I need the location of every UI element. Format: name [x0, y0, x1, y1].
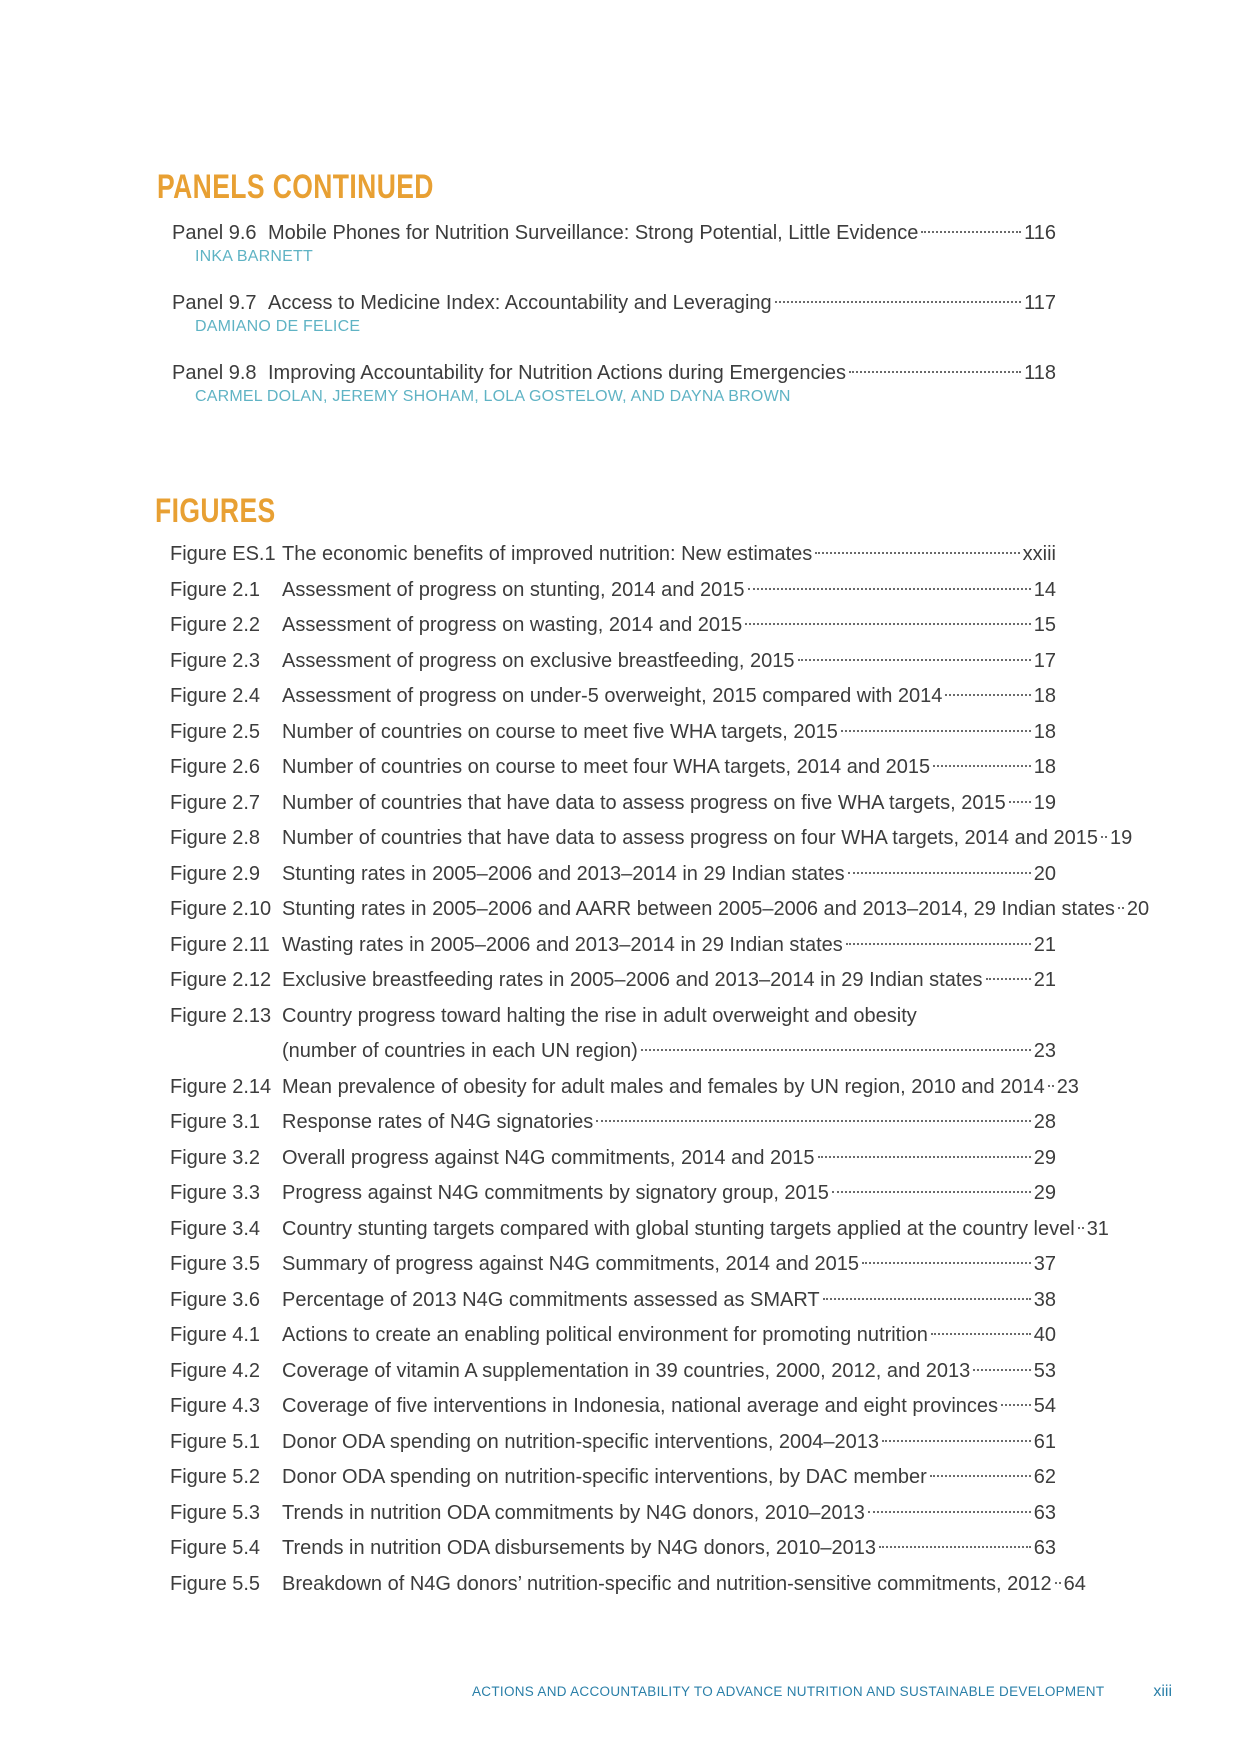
figure-label: Figure 3.5 [170, 1253, 261, 1275]
figure-page-number: 23 [1033, 1040, 1056, 1062]
dot-leader [823, 1298, 1031, 1300]
figure-label: Figure 5.2 [170, 1466, 261, 1488]
figure-label: Figure 2.9 [170, 862, 261, 885]
panel-label: Panel 9.8 [172, 362, 257, 384]
figure-title: Assessment of progress on exclusive breastfeeding, 2015 [282, 649, 795, 672]
figure-entry[interactable] [170, 999, 1056, 1035]
figure-entry[interactable] [170, 1212, 1109, 1248]
figure-page-number: 20 [1033, 862, 1056, 885]
panel-title: Improving Accountability for Nutrition Actions during Emergencies [268, 362, 847, 384]
figure-label: Figure 5.5 [170, 1572, 261, 1595]
figure-label: Figure 4.1 [170, 1324, 261, 1346]
dot-leader [745, 623, 1030, 625]
figure-title: Exclusive breastfeeding rates in 2005–2006 and 2013–2014 in 29 Indian states [282, 969, 983, 991]
figure-page-number: 14 [1033, 578, 1056, 601]
figure-title: Donor ODA spending on nutrition-specific interventions, by DAC member [282, 1466, 927, 1488]
dot-leader [1101, 836, 1107, 838]
figure-label: Figure 2.11 [170, 933, 270, 956]
figure-entry[interactable] [170, 1567, 1086, 1603]
figure-entry[interactable] [170, 608, 1056, 644]
dot-leader [818, 1156, 1031, 1158]
figure-label: Figure 3.1 [170, 1111, 261, 1133]
dot-leader [596, 1120, 1030, 1122]
figure-entry[interactable] [170, 1354, 1056, 1390]
figure-entry[interactable] [170, 1283, 1056, 1319]
panel-row [172, 286, 1056, 320]
figure-label: Figure 2.10 [170, 898, 272, 920]
figure-entry[interactable] [170, 644, 1056, 680]
panels-continued-heading: PANELS CONTINUED [157, 168, 434, 206]
figure-label: Figure 2.2 [170, 614, 261, 636]
footer-page-number: xiii [1153, 1683, 1172, 1700]
figure-page-number: 63 [1033, 1501, 1056, 1524]
figure-entry[interactable] [170, 1318, 1056, 1354]
dot-leader [815, 552, 1019, 554]
figure-label: Figure 2.7 [170, 791, 261, 814]
figure-label: Figure 2.5 [170, 720, 261, 743]
figure-title: Summary of progress against N4G commitments, 2014 and 2015 [282, 1253, 859, 1275]
figure-entry[interactable] [170, 537, 1056, 573]
figure-label: Figure 2.8 [170, 827, 261, 849]
dot-leader [862, 1262, 1031, 1264]
figure-entry[interactable] [170, 573, 1056, 609]
panel-author: INKA BARNETT [195, 248, 313, 265]
figure-title: Coverage of vitamin A supplementation in 39 countries, 2000, 2012, and 2013 [282, 1359, 971, 1382]
figure-title: Assessment of progress on stunting, 2014 and 2015 [282, 578, 745, 601]
figure-page-number: 63 [1033, 1537, 1056, 1559]
figure-entry[interactable] [170, 1460, 1056, 1496]
dot-leader [846, 943, 1031, 945]
figure-title: Assessment of progress on wasting, 2014 and 2015 [282, 614, 743, 636]
dot-leader [775, 301, 1021, 303]
figure-page-number: 17 [1033, 649, 1056, 672]
panel-label: Panel 9.7 [172, 292, 257, 314]
figure-label: Figure 2.12 [170, 969, 272, 991]
figure-title: Coverage of five interventions in Indonesia, national average and eight provinces [282, 1395, 999, 1417]
figure-entry[interactable] [170, 1531, 1056, 1567]
figure-page-number: 23 [1056, 1075, 1079, 1098]
panel-author: DAMIANO DE FELICE [195, 318, 361, 335]
figures-list [170, 537, 1150, 1602]
figure-title: Breakdown of N4G donors’ nutrition-specific and nutrition-sensitive commitments, 2012 [282, 1572, 1052, 1595]
figure-title: Assessment of progress on under-5 overweight, 2015 compared with 2014 [282, 685, 943, 707]
figure-page-number: 21 [1033, 969, 1056, 991]
dot-leader [848, 872, 1031, 874]
figure-entry[interactable] [170, 1070, 1079, 1106]
figure-title: Number of countries on course to meet four WHA targets, 2014 and 2015 [282, 756, 931, 778]
panel-label: Panel 9.6 [172, 222, 257, 244]
figure-label: Figure 3.4 [170, 1217, 261, 1240]
figure-page-number: 20 [1126, 898, 1150, 920]
figure-title: Country progress toward halting the rise in adult overweight and obesity [282, 1004, 917, 1027]
dot-leader [945, 694, 1030, 696]
dot-leader [1009, 801, 1031, 803]
dot-leader [849, 371, 1021, 373]
footer-title: ACTIONS AND ACCOUNTABILITY TO ADVANCE NUTRITION AND SUSTAINABLE DEVELOPMENT [472, 1684, 1105, 1699]
figure-entry[interactable] [170, 786, 1056, 822]
dot-leader [798, 659, 1031, 661]
figure-title: The economic benefits of improved nutrition: New estimates [282, 543, 813, 565]
figure-page-number: 54 [1033, 1395, 1056, 1417]
dot-leader [921, 231, 1021, 233]
figure-page-number: 61 [1033, 1430, 1056, 1453]
dot-leader [930, 1475, 1031, 1477]
figure-entry[interactable] [170, 1247, 1056, 1283]
figure-label: Figure 2.1 [170, 578, 261, 601]
dot-leader [832, 1191, 1031, 1193]
figure-label: Figure 2.3 [170, 649, 261, 672]
figure-entry[interactable] [170, 1496, 1056, 1532]
dot-leader [868, 1511, 1031, 1513]
page-footer [472, 1683, 1172, 1701]
figure-title: Country stunting targets compared with global stunting targets applied at the country level [282, 1217, 1075, 1240]
figure-entry[interactable] [170, 928, 1056, 964]
figure-page-number: 37 [1033, 1253, 1056, 1275]
figure-entry[interactable] [170, 1141, 1056, 1177]
panels-list [172, 216, 1056, 426]
figure-entry[interactable] [170, 1425, 1056, 1461]
figure-label: Figure 5.1 [170, 1430, 261, 1453]
dot-leader [1055, 1582, 1061, 1584]
panel-entry[interactable] [172, 286, 1056, 338]
figure-title: Stunting rates in 2005–2006 and 2013–2014 in 29 Indian states [282, 862, 845, 885]
figure-page-number: 31 [1086, 1217, 1109, 1240]
figure-entry[interactable] [170, 715, 1056, 751]
figure-label: Figure 4.3 [170, 1395, 261, 1417]
figure-page-number: 18 [1033, 685, 1056, 707]
figure-label: Figure 2.14 [170, 1075, 272, 1098]
panel-row [172, 356, 1056, 390]
dot-leader [986, 978, 1031, 980]
figure-title: Trends in nutrition ODA commitments by N4G donors, 2010–2013 [282, 1501, 865, 1524]
figure-page-number: 64 [1063, 1572, 1086, 1595]
figure-page-number: 21 [1033, 933, 1056, 956]
figure-page-number: 62 [1033, 1466, 1056, 1488]
figure-page-number: 40 [1033, 1324, 1056, 1346]
figure-label: Figure 5.4 [170, 1537, 261, 1559]
figure-page-number: 53 [1033, 1359, 1056, 1382]
panel-entry[interactable] [172, 356, 1056, 408]
figure-entry[interactable] [170, 1105, 1056, 1141]
panel-title: Access to Medicine Index: Accountability and Leveraging [268, 292, 772, 314]
figure-label: Figure 2.6 [170, 756, 261, 778]
figure-page-number: 29 [1033, 1146, 1056, 1169]
figure-entry[interactable] [170, 1389, 1056, 1425]
figure-label: Figure 4.2 [170, 1359, 261, 1382]
figure-title: Mean prevalence of obesity for adult males and females by UN region, 2010 and 2014 [282, 1075, 1045, 1098]
dot-leader [1001, 1404, 1031, 1406]
dot-leader [882, 1440, 1031, 1442]
panel-row [172, 216, 1056, 250]
figure-entry[interactable] [170, 1176, 1056, 1212]
figure-entry[interactable] [170, 750, 1056, 786]
figure-label: Figure 3.2 [170, 1146, 261, 1169]
figure-title: Response rates of N4G signatories [282, 1111, 594, 1133]
figure-label: Figure 3.3 [170, 1182, 261, 1204]
figure-page-number: 38 [1033, 1288, 1056, 1311]
panel-title: Mobile Phones for Nutrition Surveillance: Strong Potential, Little Evidence [268, 222, 919, 244]
figure-entry[interactable] [170, 963, 1056, 999]
figure-label: Figure 2.13 [170, 1004, 272, 1027]
panel-page-number: 116 [1024, 222, 1056, 244]
figure-title: Percentage of 2013 N4G commitments assessed as SMART [282, 1288, 820, 1311]
figure-page-number: 19 [1033, 791, 1056, 814]
panel-page-number: 117 [1024, 292, 1056, 314]
figure-title: Number of countries that have data to assess progress on four WHA targets, 2014 and 2015 [282, 827, 1099, 849]
panel-page-number: 118 [1024, 362, 1056, 384]
dot-leader [931, 1333, 1031, 1335]
figure-page-number: 18 [1033, 756, 1056, 778]
figure-title-continuation: (number of countries in each UN region) [282, 1040, 638, 1062]
figure-entry-continuation[interactable] [170, 1034, 1056, 1070]
figure-label: Figure ES.1 [170, 543, 276, 565]
figure-label: Figure 3.6 [170, 1288, 261, 1311]
dot-leader [933, 765, 1031, 767]
figure-title: Trends in nutrition ODA disbursements by N4G donors, 2010–2013 [282, 1537, 877, 1559]
figure-title: Wasting rates in 2005–2006 and 2013–2014 in 29 Indian states [282, 933, 843, 956]
figure-page-number: 28 [1033, 1111, 1056, 1133]
figure-page-number: 18 [1033, 720, 1056, 743]
figure-entry[interactable] [170, 821, 1133, 857]
dot-leader [1048, 1085, 1054, 1087]
figure-title: Stunting rates in 2005–2006 and AARR between 2005–2006 and 2013–2014, 29 Indian states [282, 898, 1115, 920]
figure-title: Actions to create an enabling political environment for promoting nutrition [282, 1324, 928, 1346]
figure-page-number: xxiii [1022, 543, 1056, 565]
figure-title: Overall progress against N4G commitments, 2014 and 2015 [282, 1146, 815, 1169]
figure-title: Number of countries on course to meet five WHA targets, 2015 [282, 720, 838, 743]
dot-leader [879, 1546, 1031, 1548]
figure-label: Figure 5.3 [170, 1501, 261, 1524]
figure-title: Number of countries that have data to assess progress on five WHA targets, 2015 [282, 791, 1006, 814]
figure-page-number: 29 [1033, 1182, 1056, 1204]
figure-entry[interactable] [170, 857, 1056, 893]
dot-leader [1078, 1227, 1084, 1229]
dot-leader [748, 588, 1031, 590]
figure-page-number: 19 [1110, 827, 1133, 849]
dot-leader [641, 1049, 1031, 1051]
figure-entry[interactable] [170, 892, 1150, 928]
panel-entry[interactable] [172, 216, 1056, 268]
dot-leader [1118, 907, 1124, 909]
figure-page-number: 15 [1033, 614, 1056, 636]
figure-title: Donor ODA spending on nutrition-specific interventions, 2004–2013 [282, 1430, 880, 1453]
panel-author: CARMEL DOLAN, JEREMY SHOHAM, LOLA GOSTELOW, AND DAYNA BROWN [195, 388, 791, 405]
dot-leader [841, 730, 1031, 732]
figure-entry[interactable] [170, 679, 1056, 715]
dot-leader [973, 1369, 1030, 1371]
figure-title: Progress against N4G commitments by signatory group, 2015 [282, 1182, 829, 1204]
figure-label: Figure 2.4 [170, 685, 261, 707]
figures-heading: FIGURES [155, 492, 276, 530]
